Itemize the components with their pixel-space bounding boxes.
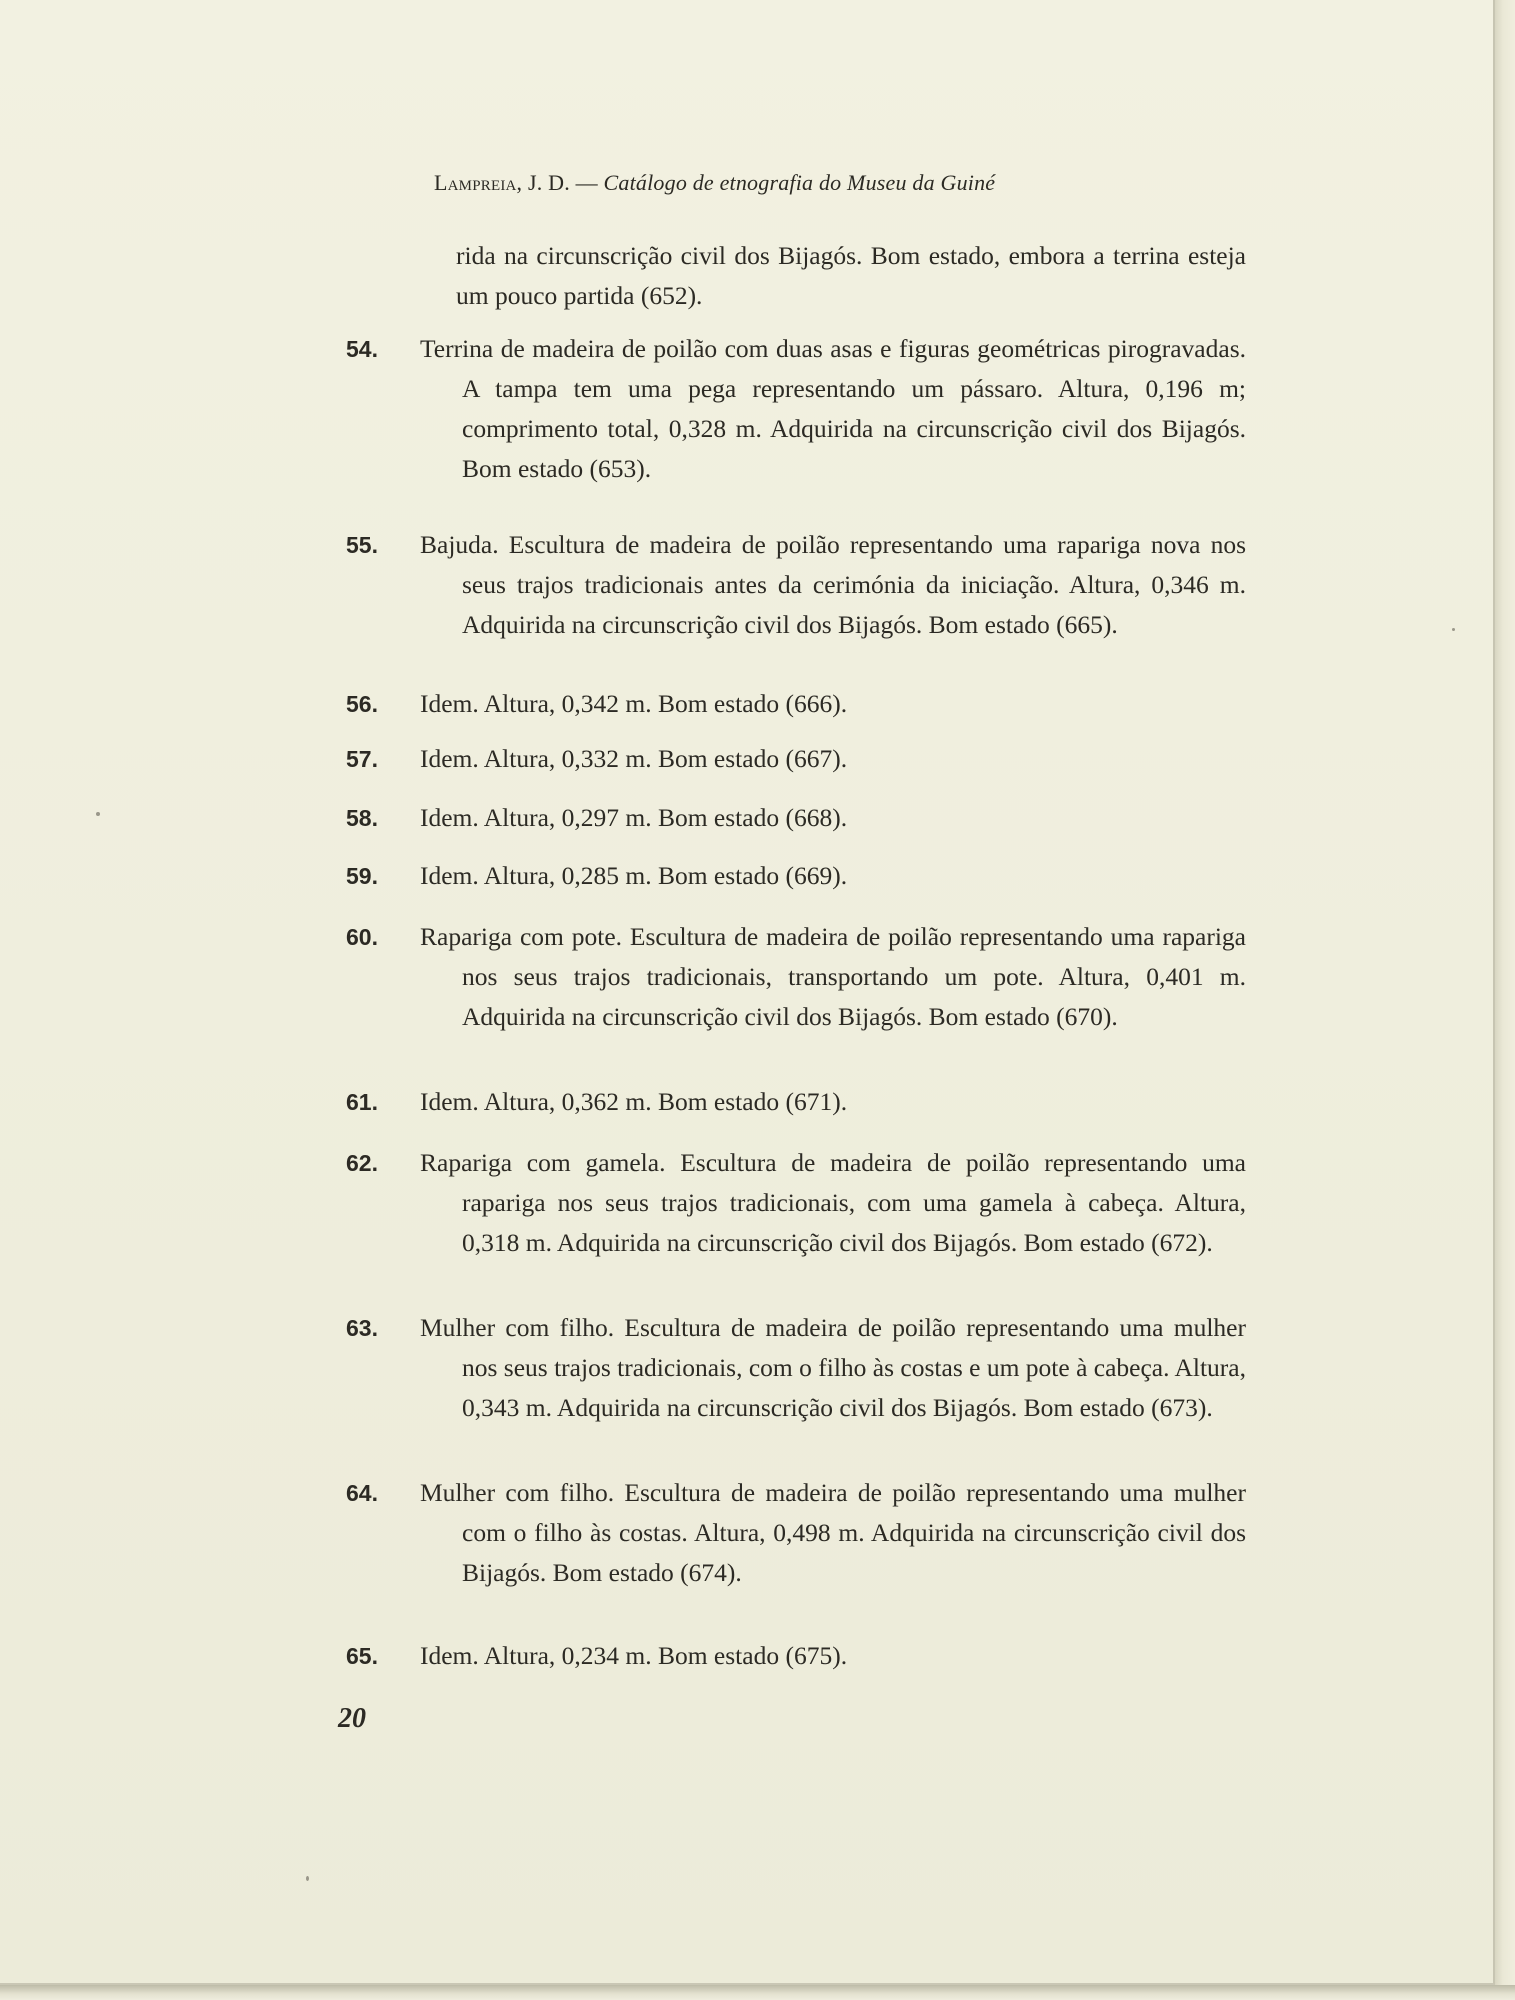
catalog-entry xyxy=(346,856,1246,896)
entry-text: Idem. Altura, 0,362 m. Bom estado (671). xyxy=(420,1087,848,1116)
entry-number: 65. xyxy=(346,1643,378,1669)
catalog-entry xyxy=(346,329,1246,489)
entry-number: 61. xyxy=(346,1089,378,1115)
entry-text: Mulher com filho. Escultura de madeira de poilão representando uma mulher com o filho às costas. Altura, 0,498 m. Adquirida na circunscrição civil dos Bijagós. Bom estado (674). xyxy=(420,1478,1246,1587)
catalog-entry xyxy=(346,1473,1246,1593)
entry-number: 58. xyxy=(346,805,378,831)
running-head-title: Catálogo de etnografia do Museu da Guiné xyxy=(603,170,996,195)
catalog-entry xyxy=(346,798,1246,838)
continuation-text: rida na circunscrição civil dos Bijagós. Bom estado, embora a terrina esteja um pouco partida (652). xyxy=(456,241,1246,310)
catalog-entry xyxy=(346,1636,1246,1676)
entry-text: Idem. Altura, 0,332 m. Bom estado (667). xyxy=(420,744,848,773)
page-edge-bottom xyxy=(0,1985,1515,2000)
entry-number: 64. xyxy=(346,1480,378,1506)
running-head-author: Lampreia, J. D. xyxy=(434,170,570,195)
catalog-entry xyxy=(346,739,1246,779)
paper-speck xyxy=(306,1876,309,1881)
entry-number: 57. xyxy=(346,746,378,772)
entry-text: Bajuda. Escultura de madeira de poilão representando uma rapariga nova nos seus trajos tradicionais antes da cerimónia da iniciação. Altura, 0,346 m. Adquirida na circunscrição civil dos Bijagós. Bom estado (665). xyxy=(420,530,1246,639)
catalog-entry xyxy=(346,1308,1246,1428)
catalog-entry xyxy=(346,1082,1246,1122)
catalog-entry xyxy=(346,917,1246,1037)
entry-number: 54. xyxy=(346,336,378,362)
running-head-separator: — xyxy=(569,170,604,195)
entry-number: 60. xyxy=(346,924,378,950)
entry-text: Mulher com filho. Escultura de madeira de poilão representando uma mulher nos seus trajos tradicionais, com o filho às costas e um pote à cabeça. Altura, 0,343 m. Adquirida na circunscrição civil dos Bijagós. Bom estado (673). xyxy=(420,1313,1246,1422)
entry-text: Rapariga com pote. Escultura de madeira de poilão representando uma rapariga nos seus trajos tradicionais, transportando um pote. Altura, 0,401 m. Adquirida na circunscrição civil dos Bijagós. Bom estado (670). xyxy=(420,922,1246,1031)
entry-text: Idem. Altura, 0,342 m. Bom estado (666). xyxy=(420,689,848,718)
page-number: 20 xyxy=(338,1703,366,1734)
catalog-entry xyxy=(346,1143,1246,1263)
entry-number: 59. xyxy=(346,863,378,889)
entry-number: 55. xyxy=(346,532,378,558)
entry-text: Idem. Altura, 0,285 m. Bom estado (669). xyxy=(420,861,848,890)
running-head xyxy=(434,170,995,196)
entry-number: 62. xyxy=(346,1150,378,1176)
entry-text: Terrina de madeira de poilão com duas asas e figuras geométricas pirogravadas. A tampa tem uma pega representando um pássaro. Altura, 0,196 m; comprimento total, 0,328 m. Adquirida na circunscrição civil dos Bijagós. Bom estado (653). xyxy=(420,334,1246,483)
paper-speck xyxy=(1452,628,1455,631)
page-edge-right xyxy=(1495,0,1515,2000)
entry-number: 56. xyxy=(346,691,378,717)
entry-number: 63. xyxy=(346,1315,378,1341)
catalog-entry xyxy=(346,525,1246,645)
catalog-entry xyxy=(346,684,1246,724)
entry-text: Idem. Altura, 0,234 m. Bom estado (675). xyxy=(420,1641,848,1670)
paper-speck xyxy=(96,812,100,816)
entry-text: Idem. Altura, 0,297 m. Bom estado (668). xyxy=(420,803,848,832)
entry-text: Rapariga com gamela. Escultura de madeira de poilão representando uma rapariga nos seus trajos tradicionais, com uma gamela à cabeça. Altura, 0,318 m. Adquirida na circunscrição civil dos Bijagós. Bom estado (672). xyxy=(420,1148,1246,1257)
